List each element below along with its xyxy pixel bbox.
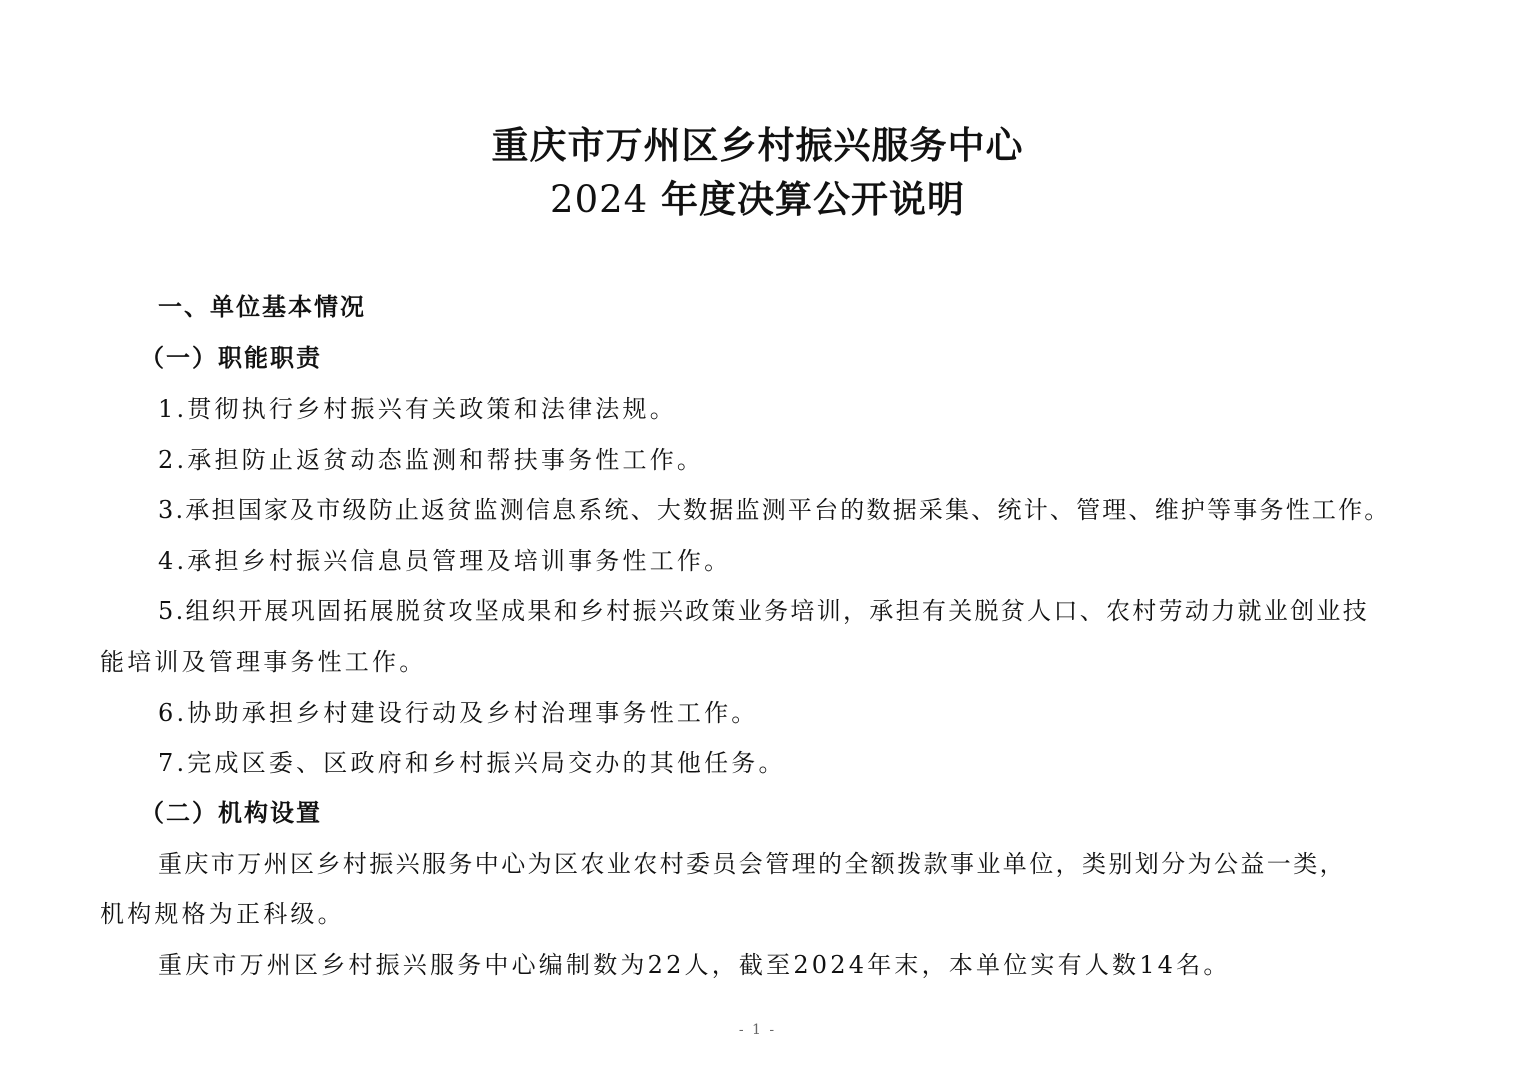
duty-item-5-continued: 能培训及管理事务性工作。 (100, 648, 427, 676)
title-line-2-text: 年度决算公开说明 (660, 177, 965, 221)
title-year: 2024 (550, 178, 649, 221)
org-paragraph-1-line-2: 机构规格为正科级。 (100, 900, 345, 928)
org-paragraph-1-line-1: 重庆市万州区乡村振兴服务中心为区农业农村委员会管理的全额拨款事业单位，类别划分为公益一类， (158, 850, 1346, 878)
duty-item-2: 2.承担防止返贫动态监测和帮扶事务性工作。 (158, 446, 705, 474)
duty-item-7: 7.完成区委、区政府和乡村振兴局交办的其他任务。 (158, 749, 786, 777)
duty-item-3: 3.承担国家及市级防止返贫监测信息系统、大数据监测平台的数据采集、统计、管理、维护等事务性工作。 (158, 496, 1391, 524)
page-number: - 1 - (738, 1022, 777, 1038)
duty-item-1: 1.贯彻执行乡村振兴有关政策和法律法规。 (158, 395, 677, 423)
org-paragraph-2: 重庆市万州区乡村振兴服务中心编制数为22人，截至2024年末，本单位实有人数14名。 (158, 951, 1231, 979)
subsection-heading-duties: （一）职能职责 (140, 343, 322, 372)
title-line-2 (0, 172, 1515, 227)
title-line-1: 重庆市万州区乡村振兴服务中心 (491, 123, 1024, 167)
subsection-heading-organization: （二）机构设置 (140, 798, 322, 827)
duty-item-6: 6.协助承担乡村建设行动及乡村治理事务性工作。 (158, 699, 759, 727)
duty-item-4: 4.承担乡村振兴信息员管理及培训事务性工作。 (158, 547, 732, 575)
section-heading-basic-info: 一、单位基本情况 (158, 292, 366, 321)
duty-item-5: 5.组织开展巩固拓展脱贫攻坚成果和乡村振兴政策业务培训，承担有关脱贫人口、农村劳动力就业创业技 (158, 597, 1369, 625)
document-title (0, 118, 1515, 227)
